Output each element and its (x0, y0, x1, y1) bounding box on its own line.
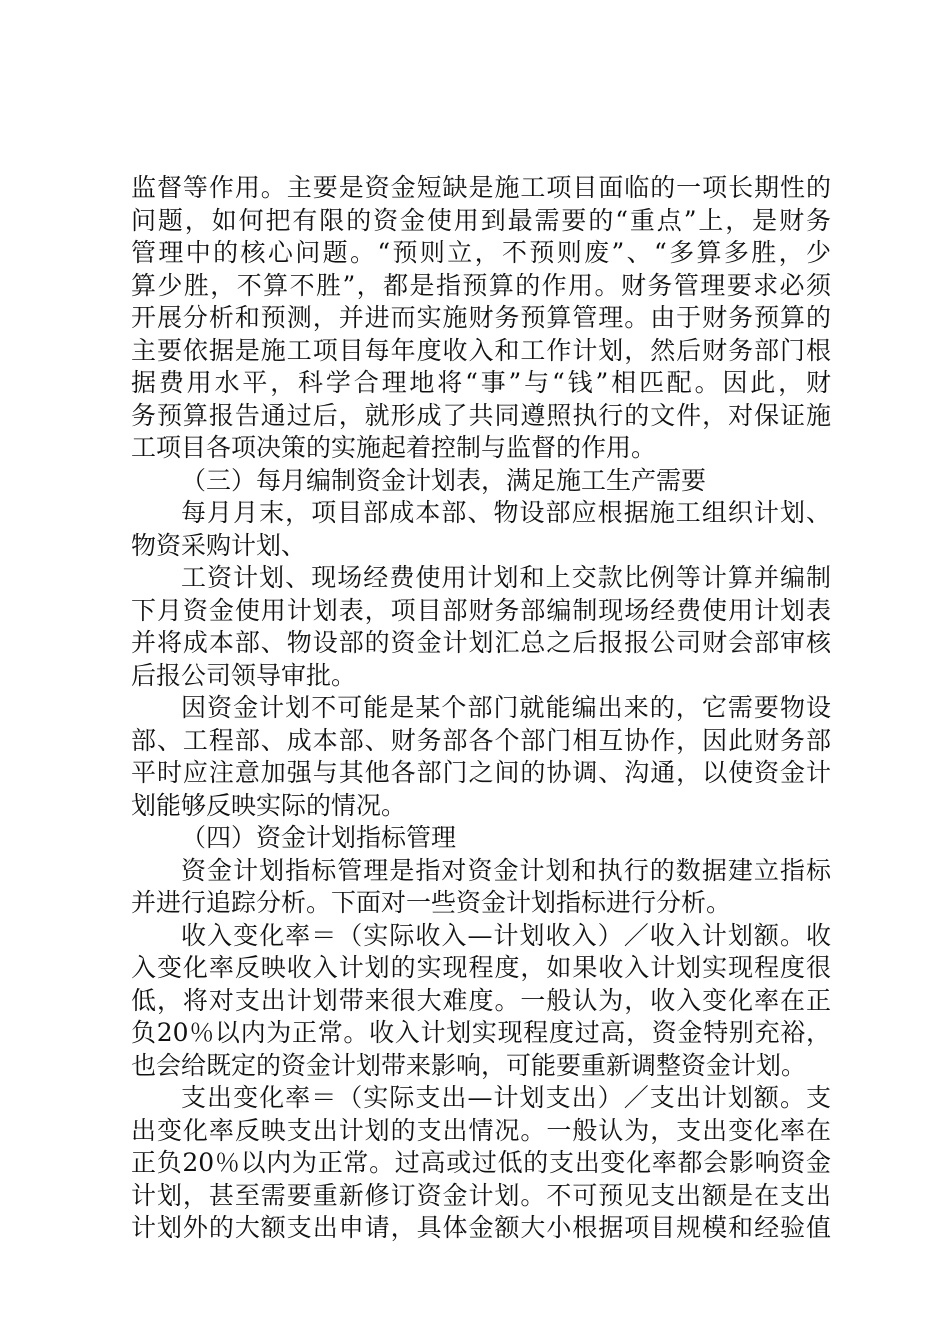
text-line: 部、工程部、成本部、财务部各个部门相互协作，因此财务部 (131, 725, 831, 755)
text-line: 每月月末，项目部成本部、物设部应根据施工组织计划、 (181, 498, 831, 527)
text-line: 负20％以内为正常。收入计划实现程度过高，资金特别充裕， (131, 1018, 831, 1047)
text-line: 资金计划指标管理是指对资金计划和执行的数据建立指标 (181, 855, 831, 885)
text-line: 开展分析和预测，并进而实施财务预算管理。由于财务预算的 (131, 303, 831, 332)
text-line: 并进行追踪分析。下面对一些资金计划指标进行分析。 (131, 888, 732, 917)
text-line: 入变化率反映收入计划的实现程度，如果收入计划实现程度很 (131, 953, 831, 982)
text-line: 出变化率反映支出计划的支出情况。一般认为，支出变化率在 (131, 1115, 831, 1145)
text-line: 主要依据是施工项目每年度收入和工作计划，然后财务部门根 (131, 335, 831, 365)
text-line: 后报公司领导审批。 (131, 660, 357, 690)
text-line: 据费用水平，科学合理地将“事”与“钱”相匹配。因此，财 (131, 368, 831, 397)
text-line: 低，将对支出计划带来很大难度。一般认为，收入变化率在正 (131, 985, 831, 1015)
section-heading-3: （三）每月编制资金计划表，满足施工生产需要 (181, 465, 707, 495)
text-line: 问题，如何把有限的资金使用到最需要的“重点”上，是财务 (131, 205, 831, 235)
text-line: 计划，甚至需要重新修订资金计划。不可预见支出额是在支出 (131, 1180, 831, 1210)
text-line: 收入变化率＝（实际收入—计划收入）／收入计划额。收 (181, 920, 831, 950)
document-body (131, 172, 831, 1245)
text-line: 下月资金使用计划表，项目部财务部编制现场经费使用计划表 (131, 595, 831, 625)
text-line: 因资金计划不可能是某个部门就能编出来的，它需要物设 (181, 693, 831, 722)
text-line: 并将成本部、物设部的资金计划汇总之后报报公司财会部审核 (131, 628, 831, 657)
text-line: 工资计划、现场经费使用计划和上交款比例等计算并编制 (181, 563, 831, 592)
text-line: 管理中的核心问题。“预则立，不预则废”、“多算多胜，少 (131, 238, 831, 267)
text-line: 务预算报告通过后，就形成了共同遵照执行的文件，对保证施 (131, 400, 831, 430)
text-line: 平时应注意加强与其他各部门之间的协调、沟通，以使资金计 (131, 758, 831, 787)
text-line: 支出变化率＝（实际支出—计划支出）／支出计划额。支 (181, 1083, 831, 1112)
text-line: 物资采购计划、 (131, 530, 307, 560)
text-line: 工项目各项决策的实施起着控制与监督的作用。 (131, 433, 657, 462)
text-line: 算少胜，不算不胜”，都是指预算的作用。财务管理要求必须 (131, 270, 831, 300)
text-line: 正负20％以内为正常。过高或过低的支出变化率都会影响资金 (131, 1148, 831, 1177)
text-line: 也会给既定的资金计划带来影响，可能要重新调整资金计划。 (131, 1050, 807, 1080)
section-heading-4: （四）资金计划指标管理 (181, 823, 457, 852)
text-line: 划能够反映实际的情况。 (131, 790, 407, 820)
text-line: 监督等作用。主要是资金短缺是施工项目面临的一项长期性的 (131, 173, 831, 202)
text-line: 计划外的大额支出申请，具体金额大小根据项目规模和经验值 (131, 1213, 831, 1242)
